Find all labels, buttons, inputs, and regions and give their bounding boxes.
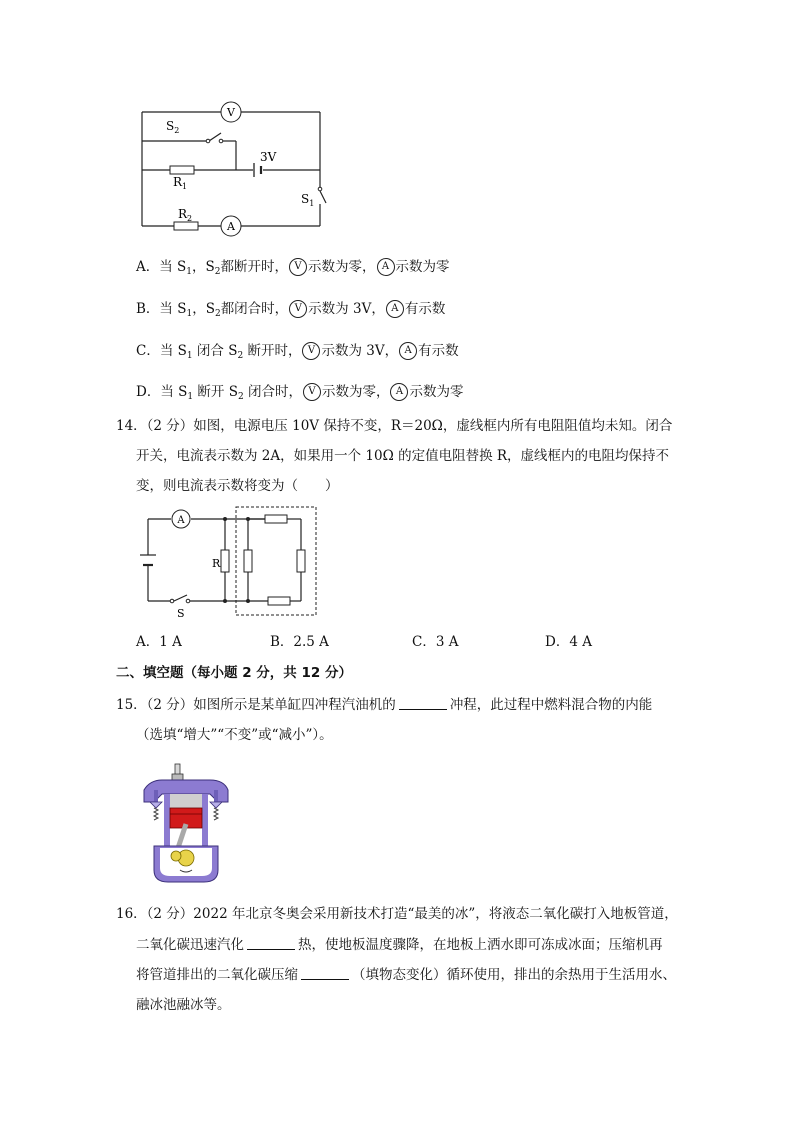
- r1-label: $R_1$: [173, 175, 188, 191]
- voltmeter-icon: V: [302, 342, 320, 360]
- q16-answer-blank-1[interactable]: [247, 936, 295, 950]
- q15-answer-blank[interactable]: [399, 696, 447, 710]
- ammeter-label: A: [227, 220, 235, 233]
- q14-option-a[interactable]: A．1 A: [136, 634, 182, 650]
- resistor-r1: [170, 166, 194, 174]
- resistor-box-2: [244, 550, 252, 572]
- q14-option-d[interactable]: D．4 A: [545, 634, 592, 650]
- q16-text-line3: 将管道排出的二氧化碳压缩 （填物态变化）循环使用，排出的余热用于生活用水、: [136, 967, 676, 983]
- resistor-box-4: [268, 597, 290, 605]
- voltmeter-icon: V: [303, 383, 321, 401]
- resistor-r2: [174, 222, 198, 230]
- q14-text-line1: 14．（2 分）如图，电源电压 10V 保持不变，R＝20Ω，虚线框内所有电阻阻值均未知。闭合: [116, 418, 673, 434]
- ammeter-icon: A: [390, 383, 408, 401]
- voltmeter-icon: V: [289, 258, 307, 276]
- q16-text-line1: 16．（2 分）2022 年北京冬奥会采用新技术打造“最美的冰”，将液态二氧化碳打入地板管道，: [116, 906, 678, 922]
- q16-answer-blank-2[interactable]: [301, 966, 349, 980]
- resistor-box-1: [265, 515, 287, 523]
- engine-diagram: [140, 762, 232, 884]
- circuit-diagram-1: [130, 96, 340, 241]
- voltmeter-icon: V: [289, 300, 307, 318]
- q14-option-c[interactable]: C．3 A: [412, 634, 459, 650]
- q14-option-b[interactable]: B．2.5 A: [270, 634, 329, 650]
- ammeter-label: A: [177, 515, 185, 526]
- q15-text-line1: 15．（2 分）如图所示是某单缸四冲程汽油机的 冲程，此过程中燃料混合物的内能: [116, 697, 653, 713]
- voltmeter-label: V: [227, 106, 235, 119]
- ammeter-icon: A: [399, 342, 417, 360]
- resistor-box-3: [297, 550, 305, 572]
- q13-option-a[interactable]: A．当 $S_1$，$S_2$都断开时， V 示数为零， A 示数为零: [136, 259, 450, 277]
- ammeter-icon: A: [386, 300, 404, 318]
- circuit-diagram-2: [138, 503, 323, 621]
- s1-label: $S_1$: [301, 192, 315, 208]
- battery-icon: [254, 163, 261, 177]
- q13-option-b[interactable]: B．当 $S_1$，$S_2$都闭合时， V 示数为 3V， A 有示数: [136, 301, 446, 319]
- battery-label: 3V: [260, 150, 277, 164]
- q16-text-line2: 二氧化碳迅速汽化 热，使地板温度骤降，在地板上洒水即可冻成冰面；压缩机再: [136, 937, 663, 953]
- q13-option-d[interactable]: D．当 $S_1$ 断开 $S_2$ 闭合时， V 示数为零， A 示数为零: [136, 384, 464, 402]
- switch-label: S: [177, 607, 185, 620]
- q16-text-line4: 融冰池融冰等。: [136, 997, 231, 1013]
- r2-label: $R_2$: [178, 207, 193, 223]
- q13-option-c[interactable]: C．当 $S_1$ 闭合 $S_2$ 断开时， V 示数为 3V， A 有示数: [136, 343, 459, 361]
- section-title: 二、填空题（每小题 2 分，共 12 分）: [116, 665, 352, 681]
- q15-text-line2: （选填“增大”“不变”或“减小”）。: [136, 727, 333, 743]
- r-label: R: [212, 557, 221, 570]
- q14-text-line2: 开关，电流表示数为 2A，如果用一个 10Ω 的定值电阻替换 R，虚线框内的电阻均保持不: [136, 448, 670, 464]
- s2-label: $S_2$: [166, 119, 180, 135]
- resistor-r: [221, 550, 229, 572]
- q14-text-line3: 变，则电流表示数将变为（ ）: [136, 478, 339, 494]
- ammeter-icon: A: [377, 258, 395, 276]
